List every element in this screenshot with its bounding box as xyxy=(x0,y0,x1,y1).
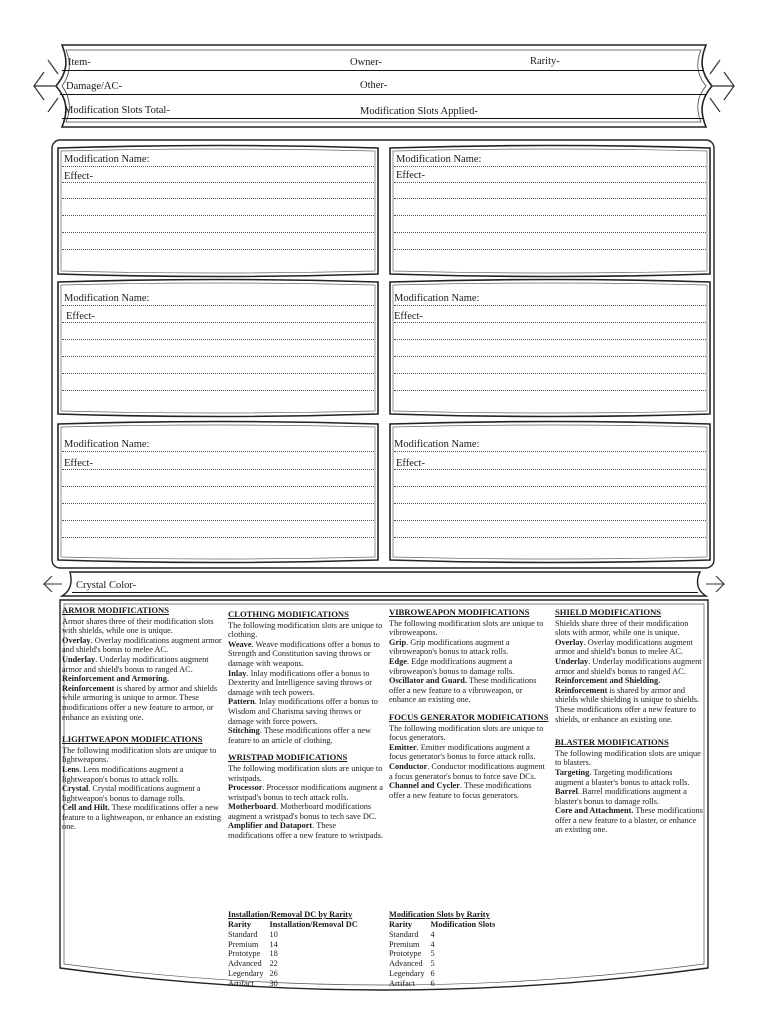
table-row: Legendary 26 xyxy=(228,968,278,978)
rules-column-1 xyxy=(62,606,222,840)
table-row: Premium 4 xyxy=(389,939,435,949)
lightweapon-section: LIGHTWEAPON MODIFICATIONS The following modification slots are unique to lightweapons. Lens. Lens modifications augment a lightweapon's bonus to attack rolls. Crystal. Crystal modifications augment a lightweapon's bonus to damage rolls. Cell and Hilt. These modifications offer a new feature to a lightweapon, or enhance an existing one. xyxy=(62,734,221,832)
table-row: Prototype 5 xyxy=(389,949,435,959)
table-row: Artifact 30 xyxy=(228,978,278,988)
slot-effect-label: Effect- xyxy=(394,311,423,322)
table-row: Advanced 5 xyxy=(389,959,435,969)
slot-name-label: Modification Name: xyxy=(64,293,150,304)
slot-name-label: Modification Name: xyxy=(64,439,150,450)
shield-title: SHIELD MODIFICATIONS xyxy=(555,607,662,617)
rarity-label: Rarity- xyxy=(530,56,560,67)
rules-column-4 xyxy=(555,608,703,843)
owner-label: Owner- xyxy=(350,57,382,68)
slot-name-label: Modification Name: xyxy=(394,293,480,304)
shield-section: SHIELD MODIFICATIONS Shields share three of their modification slots with armor, while one is unique. Overlay. Overlay modifications augment armor and shield's bonus to melee AC. Underlay. Underlay modifications augment armor and shield's bonus to ranged AC. Reinforcement and Shielding. Reinforcement is shared by armor and shields while shielding is unique to shields. These modifications offer a new feature to shields, or enhance an existing one. xyxy=(555,607,702,724)
slots-total-field[interactable] xyxy=(62,118,704,119)
focus-section: FOCUS GENERATOR MODIFICATIONS The following modification slots are unique to focus generators. Emitter. Emitter modifications augment a focus generator's bonus to force attack rolls. Conductor. Conductor modifications augment a focus generator's bonus to force save DCs. Channel and Cycler. These modifications offer a new feature to focus generators. xyxy=(389,711,549,800)
other-label: Other- xyxy=(360,80,388,91)
wristpad-title: WRISTPAD MODIFICATIONS xyxy=(228,752,348,763)
slots-table-title: Modification Slots by Rarity xyxy=(389,910,490,919)
table-row: Premium 14 xyxy=(228,939,278,949)
dc-table-title: Installation/Removal DC by Rarity xyxy=(228,910,353,919)
table-row: Legendary 6 xyxy=(389,968,435,978)
dc-table: Installation/Removal DC by Rarity Rarity Installation/Removal DC Standard 10 Premium 14 Prototype 18 Advanced 22 Legendary 26 Artifact 30 xyxy=(228,910,364,989)
clothing-title: CLOTHING MODIFICATIONS xyxy=(228,609,349,619)
slot-effect-label: Effect- xyxy=(66,311,95,322)
slot-effect-label: Effect- xyxy=(396,458,425,469)
slot-effect-label: Effect- xyxy=(396,170,425,181)
damage-field[interactable] xyxy=(60,94,706,95)
slot-name-label: Modification Name: xyxy=(396,154,482,165)
crystal-color-label: Crystal Color- xyxy=(76,580,137,591)
item-label: Item- xyxy=(68,57,91,68)
slot-effect-label: Effect- xyxy=(64,458,93,469)
blaster-section: BLASTER MODIFICATIONS The following modification slots are unique to blasters. Targeting. Targeting modifications augment a blaster's bonus to attack rolls. Barrel. Barrel modifications augment a blaster's bonus to damage rolls. Core and Attachment. These modifications offer a new feature to a blaster, or enhance an existing one. xyxy=(555,737,703,835)
slot-name-label: Modification Name: xyxy=(394,439,480,450)
slots-total-label: Modification Slots Total- xyxy=(64,105,170,116)
header-flourish-right xyxy=(710,60,734,112)
armor-section: ARMOR MODIFICATIONS Armor shares three of their modification slots with shields, while one is unique. Overlay. Overlay modifications augment armor and shield's bonus to melee AC. Underlay. Underlay modifications augment armor and shield's bonus to ranged AC. Reinforcement and Armoring. Reinforcement is shared by armor and shields while armoring is unique to armor. These modifications offer a new feature to armor, or enhance an existing one. xyxy=(62,605,222,722)
slot-effect-label: Effect- xyxy=(64,171,93,182)
slot-name-label: Modification Name: xyxy=(64,154,150,165)
slots-applied-label: Modification Slots Applied- xyxy=(360,106,478,117)
focus-title: FOCUS GENERATOR MODIFICATIONS xyxy=(389,711,549,722)
table-row: Prototype 18 xyxy=(228,949,278,959)
clothing-section: CLOTHING MODIFICATIONS The following modification slots are unique to clothing. Weave. Weave modifications offer a bonus to Strength and Constitution saving throws or damage with weapons. Inlay. Inlay modifications offer a bonus to Dexterity and Intelligence saving throws or damage with tech powers. Pattern. Inlay modifications offer a bonus to Wisdom and Charisma saving throws or damage with force powers. Stitching. These modifications offer a new feature to an article of clothing. xyxy=(228,609,383,745)
table-row: Advanced 22 xyxy=(228,959,278,969)
crystal-color-field[interactable] xyxy=(72,592,698,593)
damage-label: Damage/AC- xyxy=(66,81,122,92)
wristpad-section: WRISTPAD MODIFICATIONS The following modification slots are unique to wristpads. Processor. Processor modifications augment a wristpad's bonus to tech attack rolls. Motherboard. Motherboard modifications augment a wristpad's bonus to tech save DC. Amplifier and Dataport. These modifications offer a new feature to wristpads. xyxy=(228,752,383,841)
rules-column-2 xyxy=(228,610,383,849)
table-row: Standard 10 xyxy=(228,929,278,939)
table-row: Standard 4 xyxy=(389,929,435,939)
slots-table: Modification Slots by Rarity Rarity Modification Slots Standard 4 Premium 4 Prototype 5 Advanced 5 Legendary 6 Artifact 6 xyxy=(389,910,501,989)
vibroweapon-section: VIBROWEAPON MODIFICATIONS The following modification slots are unique to vibroweapons. Grip. Grip modifications augment a vibroweapon's bonus to attack rolls. Edge. Edge modifications augment a vibroweapon's bonus to damage rolls. Oscillator and Guard. These modifications offer a new feature to a vibroweapon, or enhance an existing one. xyxy=(389,608,549,705)
lightweapon-title: LIGHTWEAPON MODIFICATIONS xyxy=(62,734,203,745)
header-flourish-left xyxy=(34,60,58,112)
blaster-title: BLASTER MODIFICATIONS xyxy=(555,737,669,748)
table-row: Artifact 6 xyxy=(389,978,435,988)
vibroweapon-title: VIBROWEAPON MODIFICATIONS xyxy=(389,607,530,617)
item-field[interactable] xyxy=(62,70,704,71)
rules-column-3 xyxy=(389,608,549,808)
armor-title: ARMOR MODIFICATIONS xyxy=(62,605,170,615)
